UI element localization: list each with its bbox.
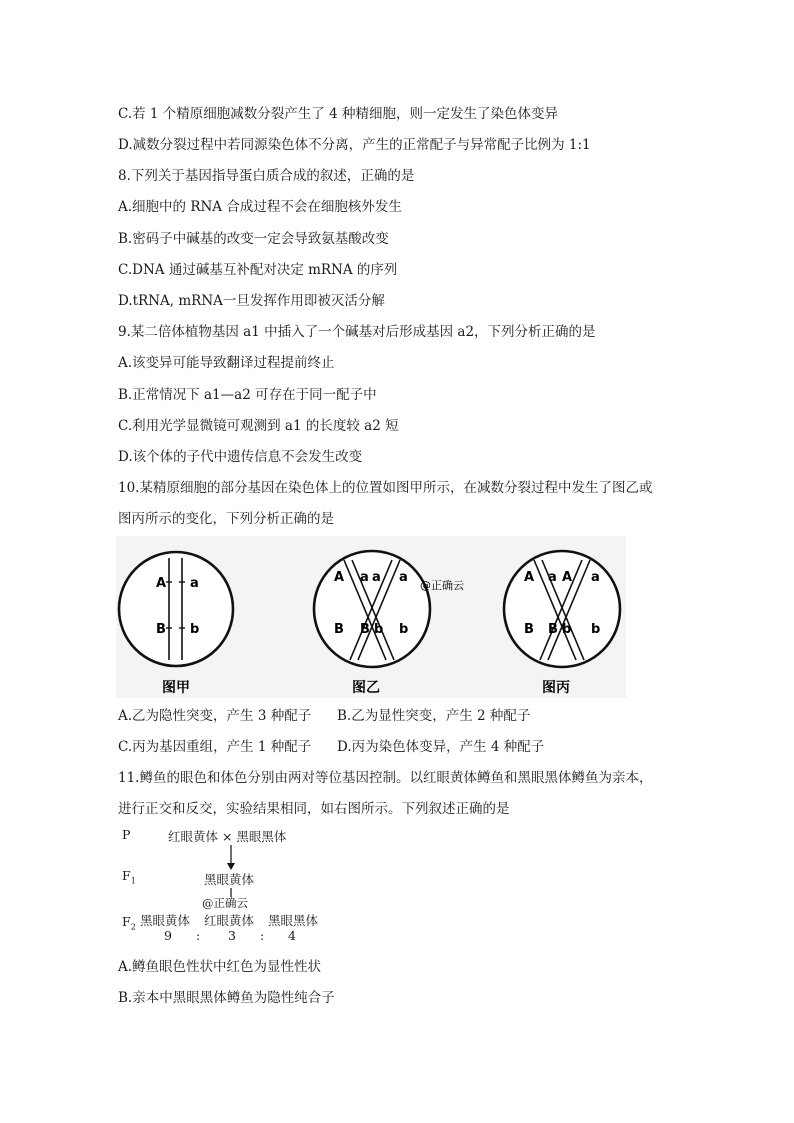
gene-label: b xyxy=(374,622,384,637)
p-label: P xyxy=(122,827,131,842)
figure-bing xyxy=(504,551,620,667)
question-9: 9.某二倍体植物基因 a1 中插入了一个碱基对后形成基因 a2，下列分析正确的是 xyxy=(118,324,596,340)
watermark: @正确云 xyxy=(202,896,248,910)
arrow-down-icon xyxy=(224,845,238,871)
gene-label: a xyxy=(360,570,369,585)
f2-ratio-sep: : xyxy=(196,928,201,943)
gene-label: a xyxy=(190,576,199,591)
f2-ratio-sep: : xyxy=(260,928,265,943)
caption-bing: 图丙 xyxy=(542,680,570,696)
option-c-q9: C.利用光学显微镜可观测到 a1 的长度较 a2 短 xyxy=(118,418,399,434)
option-c-q10: C.丙为基因重组，产生 1 种配子 xyxy=(118,739,312,755)
option-c-q7: C.若 1 个精原细胞减数分裂产生了 4 种精细胞，则一定发生了染色体变异 xyxy=(118,106,558,122)
option-d-q9: D.该个体的子代中遗传信息不会发生改变 xyxy=(118,449,363,465)
f2-phenotype: 红眼黄体 xyxy=(204,913,255,928)
gene-label: a xyxy=(372,570,381,585)
caption-jia: 图甲 xyxy=(162,680,190,696)
gene-label: A xyxy=(562,570,573,585)
f2-phenotype: 黑眼黄体 xyxy=(140,913,191,928)
question-8: 8.下列关于基因指导蛋白质合成的叙述，正确的是 xyxy=(118,168,415,184)
f2-ratio: 9 xyxy=(164,928,172,943)
gene-label: B xyxy=(334,622,344,637)
option-a-q10: A.乙为隐性突变，产生 3 种配子 xyxy=(118,708,312,724)
p-cross: 红眼黄体 × 黑眼黑体 xyxy=(168,829,287,844)
f2-ratio: 4 xyxy=(288,928,296,943)
gene-label: A xyxy=(524,570,535,585)
option-b-q9: B.正常情况下 a1—a2 可存在于同一配子中 xyxy=(118,387,377,403)
option-a-q9: A.该变异可能导致翻译过程提前终止 xyxy=(118,355,335,371)
gene-label: B xyxy=(548,622,558,637)
question-10: 10.某精原细胞的部分基因在染色体上的位置如图甲所示，在减数分裂过程中发生了图乙或 xyxy=(118,480,653,496)
option-d-q10: D.丙为染色体变异，产生 4 种配子 xyxy=(337,739,545,755)
option-a-q8: A.细胞中的 RNA 合成过程不会在细胞核外发生 xyxy=(118,199,402,215)
gene-label: a xyxy=(591,570,600,585)
watermark: @正确云 xyxy=(420,579,464,592)
f2-phenotype: 黑眼黑体 xyxy=(268,913,319,928)
option-d-q7: D.减数分裂过程中若同源染色体不分离，产生的正常配子与异常配子比例为 1:1 xyxy=(118,137,591,153)
f1-value: 黑眼黄体 xyxy=(204,872,255,887)
f1-label: $F_1$ xyxy=(122,868,136,886)
chromosome-figure xyxy=(116,536,626,698)
gene-label: B xyxy=(524,622,534,637)
question-10-cont: 图丙所示的变化，下列分析正确的是 xyxy=(118,511,334,527)
gene-label: B xyxy=(360,622,370,637)
gene-label: b xyxy=(591,622,601,637)
question-11: 11.鳟鱼的眼色和体色分别由两对等位基因控制。以红眼黄体鳟鱼和黑眼黑体鳟鱼为亲本， xyxy=(118,770,653,786)
figure-jia xyxy=(119,552,233,666)
gene-label: A xyxy=(334,570,345,585)
gene-label: a xyxy=(399,570,408,585)
gene-label: A xyxy=(156,576,167,591)
option-b-q11: B.亲本中黑眼黑体鳟鱼为隐性纯合子 xyxy=(118,990,335,1006)
gene-label: b xyxy=(562,622,572,637)
gene-label: b xyxy=(190,622,200,637)
option-b-q10: B.乙为显性突变，产生 2 种配子 xyxy=(337,708,531,724)
gene-label: B xyxy=(156,622,166,637)
gene-label: a xyxy=(548,570,557,585)
option-b-q8: B.密码子中碱基的改变一定会导致氨基酸改变 xyxy=(118,231,389,247)
gene-label: b xyxy=(399,622,409,637)
question-11-cont: 进行正交和反交，实验结果相同，如右图所示。下列叙述正确的是 xyxy=(118,801,510,817)
caption-yi: 图乙 xyxy=(352,680,380,696)
option-c-q8: C.DNA 通过碱基互补配对决定 mRNA 的序列 xyxy=(118,262,398,278)
option-a-q11: A.鳟鱼眼色性状中红色为显性性状 xyxy=(118,959,322,975)
option-d-q8: D.tRNA, mRNA一旦发挥作用即被灭活分解 xyxy=(118,293,385,309)
f2-ratio: 3 xyxy=(228,928,236,943)
f2-label: $F_2$ xyxy=(122,914,136,932)
